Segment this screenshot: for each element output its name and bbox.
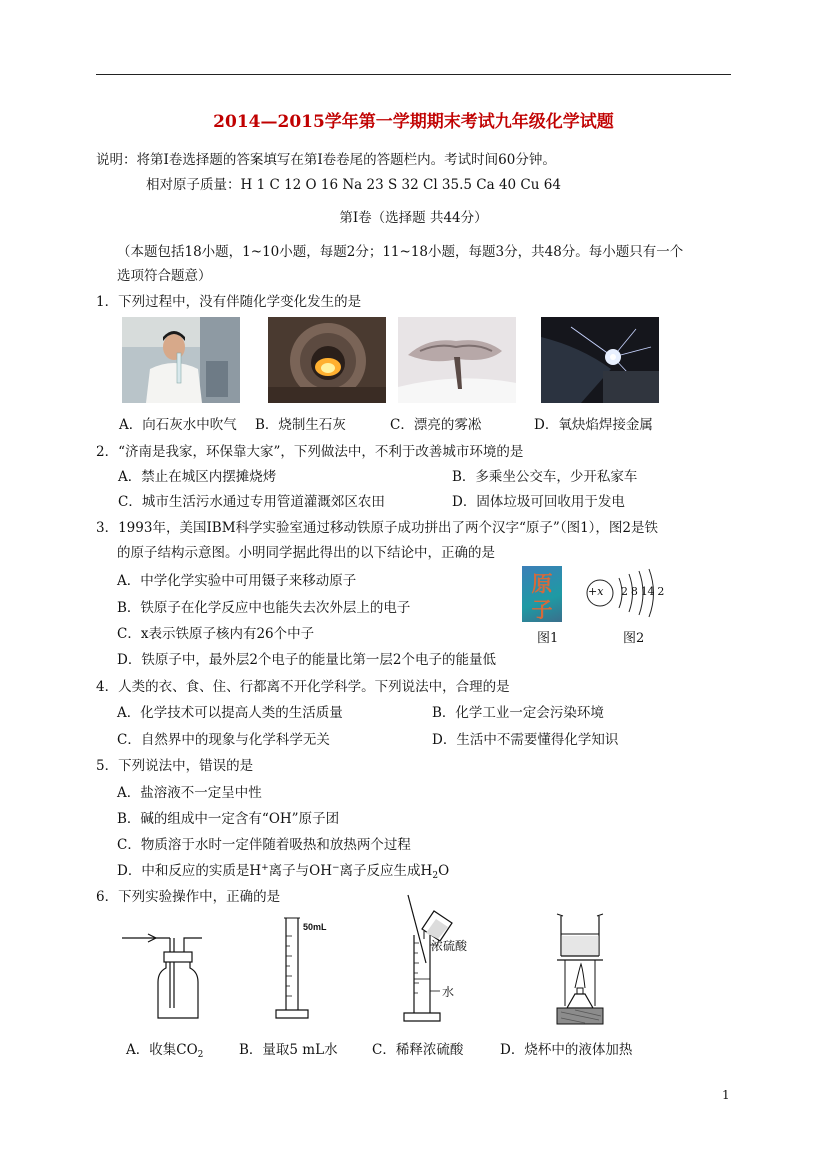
q4-option-a: A．化学技术可以提高人类的生活质量 (117, 705, 343, 721)
q3-figure1-caption: 图1 (537, 631, 559, 646)
q5-option-d-part3: 离子反应生成H (339, 863, 433, 879)
q6-option-b: B．量取5 mL水 (239, 1042, 338, 1058)
q1-option-c: C．漂亮的雾凇 (390, 417, 482, 433)
q3-figure1-image (522, 566, 562, 622)
q6-option-c: C．稀释浓硫酸 (372, 1042, 464, 1058)
q4-option-c: C．自然界中的现象与化学科学无关 (117, 732, 330, 748)
q4-option-d: D．生活中不需要懂得化学知识 (432, 732, 619, 748)
q2-option-a: A．禁止在城区内摆摊烧烤 (118, 469, 277, 485)
q6-option-d: D．烧杯中的液体加热 (500, 1042, 633, 1058)
instructions-line: 说明：将第Ⅰ卷选择题的答案填写在第Ⅰ卷卷尾的答题栏内。考试时间60分钟。 (96, 152, 556, 168)
section-note-line2: 选项符合题意） (117, 268, 212, 284)
q4-stem: 4．人类的衣、食、住、行都离不开化学科学。下列说法中，合理的是 (96, 679, 510, 695)
q6-apparatus-graduated-cylinder (272, 914, 337, 1024)
q6-apparatus-dilution (400, 893, 490, 1025)
q3-option-d: D．铁原子中，最外层2个电子的能量比第一层2个电子的能量低 (117, 652, 497, 668)
q3-stem-line2: 的原子结构示意图。小明同学据此得出的以下结论中，正确的是 (117, 545, 495, 561)
q2-stem: 2．“济南是我家，环保靠大家”，下列做法中，不利于改善城市环境的是 (96, 444, 524, 460)
header-rule (96, 74, 731, 75)
q1-photo-breathing (122, 317, 240, 403)
q3-option-a: A．中学化学实验中可用镊子来移动原子 (117, 573, 357, 589)
page-number: 1 (722, 1088, 730, 1102)
q5-option-d-part2: 离子与OH (268, 863, 332, 879)
superscript-plus: + (261, 863, 269, 873)
q5-stem: 5．下列说法中，错误的是 (96, 758, 254, 774)
q6-option-a-text: A．收集CO (126, 1042, 198, 1058)
q6-apparatus-gas-bottle (118, 928, 208, 1023)
q6-option-a (126, 1038, 203, 1060)
q6-stem: 6．下列实验操作中，正确的是 (96, 889, 281, 905)
q5-option-a: A．盐溶液不一定呈中性 (117, 785, 262, 801)
section-note-line1: （本题包括18小题，1~10小题，每题2分；11~18小题，每题3分，共48分。每小题只有一个 (117, 244, 684, 260)
q3-figure2-atom-diagram (583, 568, 673, 618)
q3-figure1-char2: 子 (531, 597, 553, 622)
q1-option-d: D．氧炔焰焊接金属 (534, 417, 653, 433)
acid-label: 浓硫酸 (431, 939, 468, 953)
q3-figure1-char1: 原 (531, 571, 553, 596)
subscript-two: 2 (197, 1050, 204, 1060)
q6-apparatus-beaker-heating (555, 912, 625, 1028)
q3-figure2-caption: 图2 (623, 631, 645, 646)
shell-numbers: 2 8 14 2 (621, 585, 665, 598)
q1-stem: 1．下列过程中，没有伴随化学变化发生的是 (96, 294, 362, 310)
q2-option-b: B．多乘坐公交车，少开私家车 (452, 469, 638, 485)
nucleus-label: +x (588, 585, 604, 598)
q1-option-a: A．向石灰水中吹气 (119, 417, 237, 433)
q3-option-c: C．x表示铁原子核内有26个中子 (117, 626, 315, 642)
section-heading: 第Ⅰ卷（选择题 共44分） (339, 210, 488, 226)
q3-stem-line1: 3．1993年，美国IBM科学实验室通过移动铁原子成功拼出了两个汉字“原子”（图1），图2是铁 (96, 520, 659, 536)
q5-option-d-part4: O (438, 863, 450, 879)
q1-option-b: B．烧制生石灰 (255, 417, 346, 433)
q5-option-c: C．物质溶于水时一定伴随着吸热和放热两个过程 (117, 837, 411, 853)
q5-option-b: B．碱的组成中一定含有“OH”原子团 (117, 811, 340, 827)
q5-option-d-part1: D．中和反应的实质是H (117, 863, 262, 879)
q3-option-b: B．铁原子在化学反应中也能失去次外层上的电子 (117, 600, 411, 616)
water-label: 水 (442, 985, 455, 999)
cylinder-volume-label: 50mL (303, 922, 327, 932)
q2-option-c: C．城市生活污水通过专用管道灌溉郊区农田 (118, 494, 385, 510)
q1-photo-rime (398, 317, 516, 403)
superscript-minus: − (332, 863, 340, 873)
q2-option-d: D．固体垃圾可回收用于发电 (452, 494, 625, 510)
q1-photo-kiln (268, 317, 386, 403)
subscript-two: 2 (432, 871, 439, 881)
atomic-masses: 相对原子质量：H 1 C 12 O 16 Na 23 S 32 Cl 35.5 Ca 40 Cu 64 (146, 177, 561, 193)
q5-option-d (117, 859, 449, 881)
q1-photo-welding (541, 317, 659, 403)
page-title: 2014—2015学年第一学期期末考试九年级化学试题 (213, 112, 614, 132)
q4-option-b: B．化学工业一定会污染环境 (432, 705, 604, 721)
